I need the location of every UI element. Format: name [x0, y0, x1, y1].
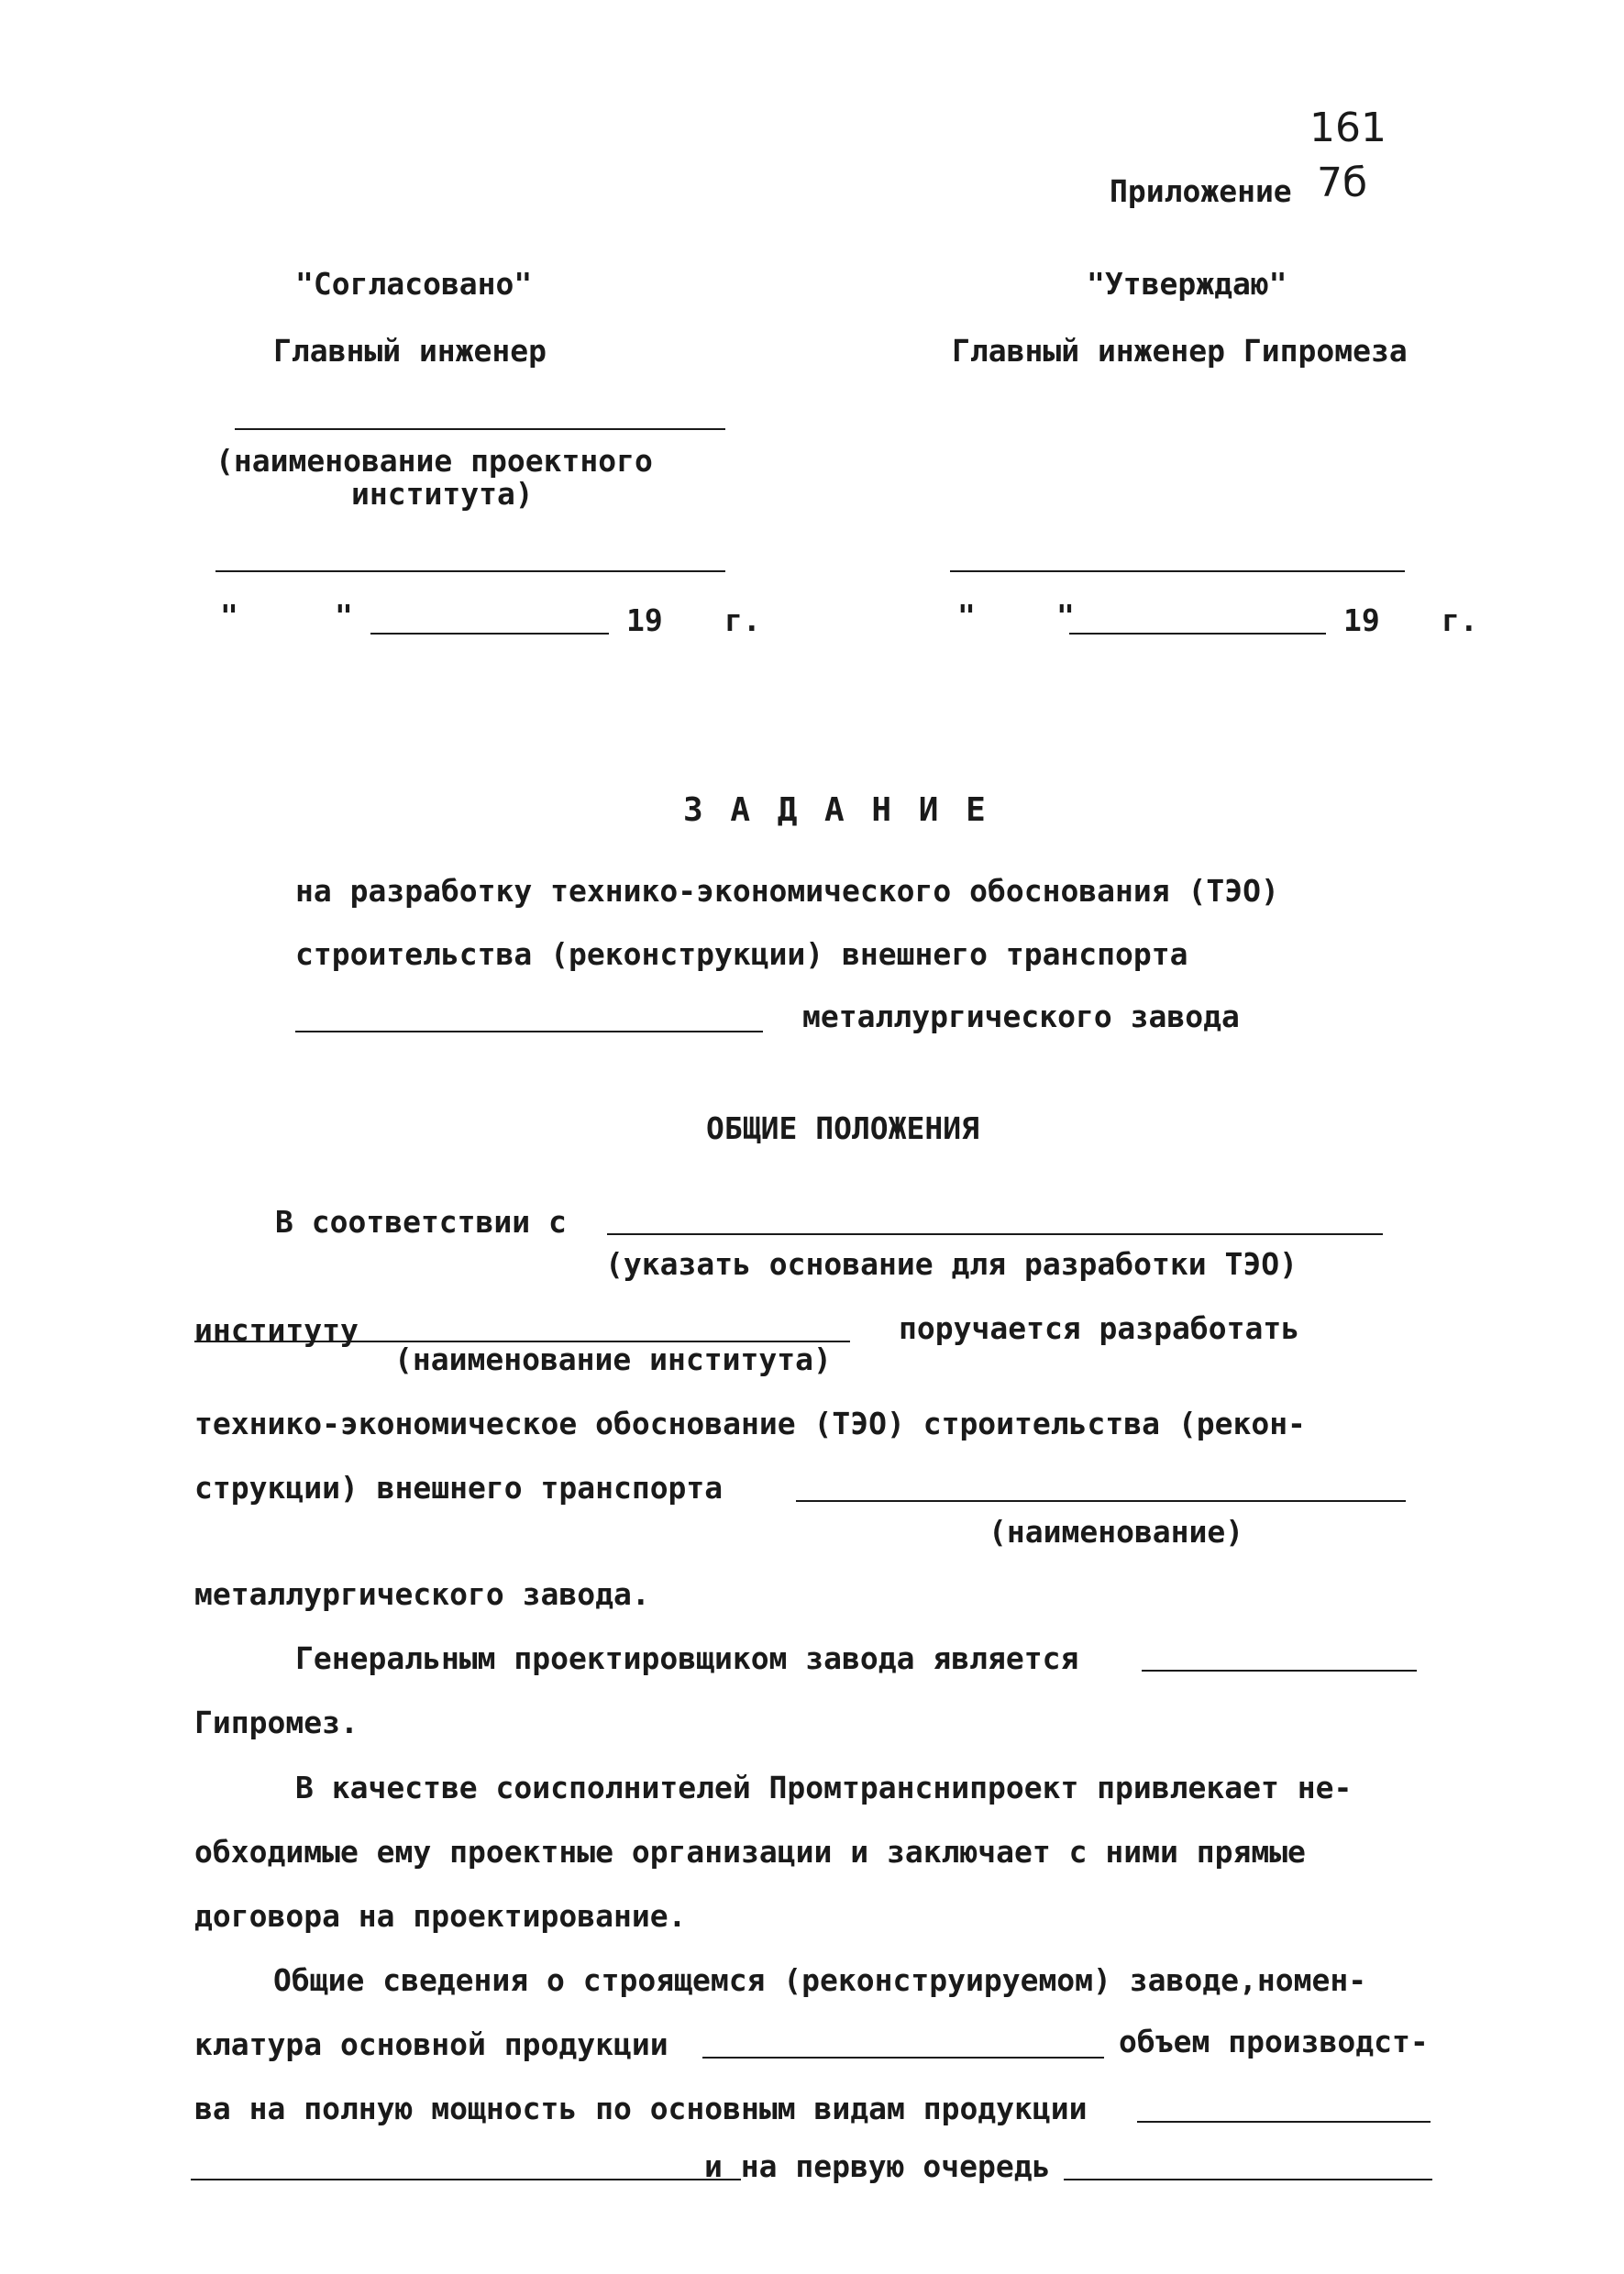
approved-year-suffix: г.	[1442, 602, 1478, 638]
task-title: З А Д А Н И Е	[683, 791, 989, 829]
agreed-year-prefix: 19	[626, 602, 663, 638]
p1-line2-end: поручается разработать	[899, 1310, 1300, 1346]
p1-line1: В соответствии с	[275, 1204, 567, 1240]
agreed-year-suffix: г.	[724, 602, 761, 638]
p2-designer-line	[1142, 1670, 1417, 1672]
p4-capacity-line	[1137, 2121, 1431, 2123]
p4-line3: ва на полную мощность по основным видам продукции	[194, 2091, 1088, 2126]
general-heading: ОБЩИЕ ПОЛОЖЕНИЯ	[706, 1110, 980, 1146]
page-number: 161	[1309, 105, 1386, 151]
task-plant-name-line	[295, 1031, 763, 1032]
p4-line4: и на первую очередь	[704, 2148, 1051, 2184]
p1-line4: струкции) внешнего транспорта	[194, 1470, 724, 1506]
agreed-name-line	[215, 570, 725, 572]
p4-line2-end: объем производст-	[1119, 2024, 1429, 2059]
appendix-label: Приложение	[1110, 173, 1292, 209]
p3-line3: договора на проектирование.	[194, 1898, 687, 1934]
p1-caption3: (наименование)	[989, 1514, 1244, 1550]
p1-basis-line	[607, 1233, 1383, 1235]
agreed-institute-caption-2: института)	[351, 476, 534, 512]
p1-caption: (указать основание для разработки ТЭО)	[605, 1246, 1298, 1282]
approved-title: "Утверждаю"	[1087, 266, 1287, 302]
approved-date-quote-open: "	[957, 598, 976, 634]
agreed-date-quote-close: "	[335, 598, 353, 634]
approved-date-quote-close: "	[1056, 598, 1075, 634]
task-subtitle-1: на разработку технико-экономического обоснования (ТЭО)	[295, 873, 1279, 909]
approved-name-line	[950, 570, 1405, 572]
p4-product-line	[702, 2057, 1104, 2059]
p1-line2-start: институту	[194, 1312, 359, 1348]
p1-caption2: (наименование института)	[394, 1341, 832, 1377]
p2-line2: Гипромез.	[194, 1705, 359, 1740]
approved-year-prefix: 19	[1343, 602, 1380, 638]
agreed-date-quote-open: "	[220, 598, 238, 634]
task-subtitle-2: строительства (реконструкции) внешнего транспорта	[295, 936, 1188, 972]
agreed-date-line	[370, 633, 609, 635]
p4-line2-start: клатура основной продукции	[194, 2026, 668, 2062]
approved-position: Главный инженер Гипромеза	[952, 333, 1408, 369]
p3-line2: обходимые ему проектные организации и заключает с ними прямые	[194, 1834, 1306, 1870]
task-subtitle-3: металлургического завода	[802, 999, 1240, 1034]
appendix-number: 7б	[1317, 160, 1368, 206]
p3-line1: В качестве соисполнителей Промтранснипроект привлекает не-	[295, 1770, 1353, 1805]
agreed-title: "Согласовано"	[295, 266, 533, 302]
agreed-position: Главный инженер	[273, 333, 547, 369]
p1-line5: металлургического завода.	[194, 1576, 650, 1612]
approved-date-line	[1069, 633, 1326, 635]
agreed-institute-caption-1: (наименование проектного	[215, 443, 653, 479]
p4-first-stage-right-line	[1064, 2179, 1432, 2180]
p4-line1: Общие сведения о строящемся (реконструируемом) заводе,номен-	[273, 1962, 1367, 1998]
p4-first-stage-left-line	[191, 2179, 741, 2180]
p1-line3: технико-экономическое обоснование (ТЭО) строительства (рекон-	[194, 1406, 1306, 1441]
p1-name-line	[796, 1500, 1406, 1502]
p2-line1: Генеральным проектировщиком завода является	[295, 1640, 1079, 1676]
agreed-signature-line	[235, 428, 725, 430]
